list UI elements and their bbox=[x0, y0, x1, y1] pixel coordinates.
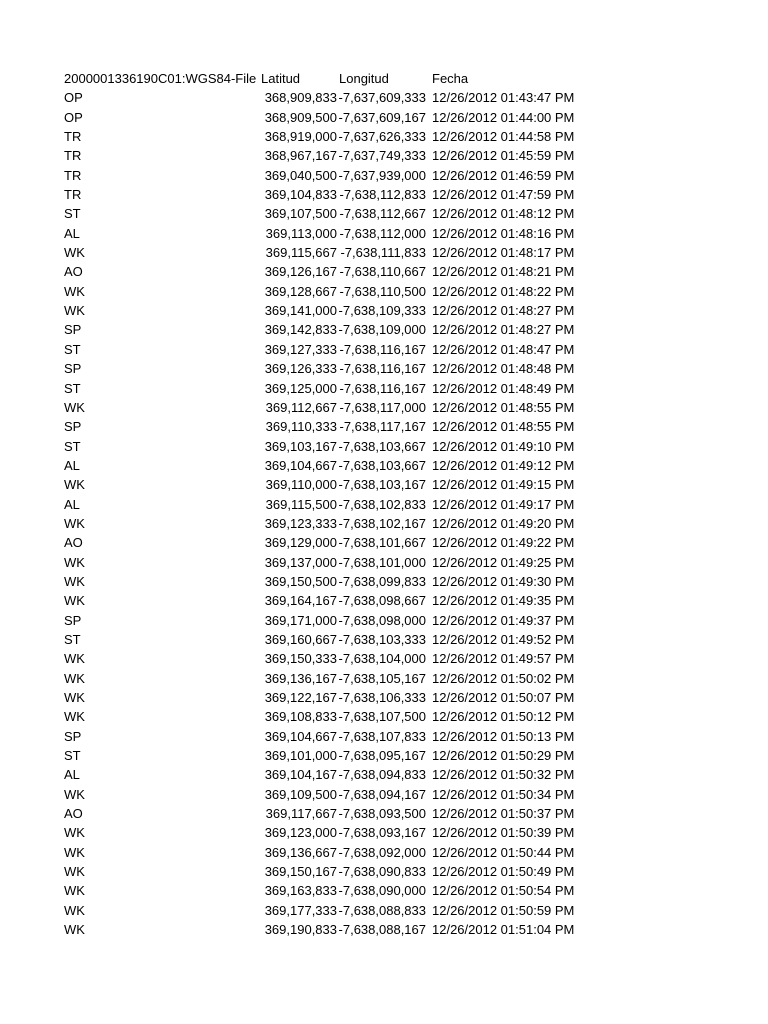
latitude-cell: 369,123,000 bbox=[264, 825, 337, 841]
longitude-column-header: Longitud bbox=[339, 71, 389, 86]
table-row bbox=[64, 572, 584, 591]
code-cell: TR bbox=[64, 167, 82, 183]
code-cell: WK bbox=[64, 670, 85, 686]
latitude-cell: 369,150,500 bbox=[264, 573, 337, 589]
date-cell: 12/26/2012 01:48:17 PM bbox=[432, 245, 575, 261]
longitude-cell: -7,638,117,167 bbox=[339, 419, 426, 435]
date-cell: 12/26/2012 01:48:16 PM bbox=[432, 225, 575, 241]
table-row bbox=[64, 417, 584, 436]
table-row bbox=[64, 398, 584, 417]
date-cell: 12/26/2012 01:44:58 PM bbox=[432, 129, 575, 145]
latitude-cell: 369,163,833 bbox=[264, 883, 337, 899]
date-cell: 12/26/2012 01:50:12 PM bbox=[432, 709, 575, 725]
date-cell: 12/26/2012 01:49:17 PM bbox=[432, 496, 575, 512]
table-row bbox=[64, 243, 584, 262]
latitude-cell: 368,919,000 bbox=[264, 129, 337, 145]
date-cell: 12/26/2012 01:50:29 PM bbox=[432, 748, 575, 764]
latitude-cell: 368,909,833 bbox=[264, 90, 337, 106]
date-cell: 12/26/2012 01:50:34 PM bbox=[432, 786, 575, 802]
latitude-cell: 369,103,167 bbox=[264, 438, 337, 454]
date-cell: 12/26/2012 01:48:12 PM bbox=[432, 206, 575, 222]
code-cell: WK bbox=[64, 651, 85, 667]
longitude-cell: -7,638,099,833 bbox=[338, 573, 426, 589]
date-cell: 12/26/2012 01:50:44 PM bbox=[432, 844, 575, 860]
latitude-column-header: Latitud bbox=[261, 71, 301, 86]
date-cell: 12/26/2012 01:49:12 PM bbox=[432, 457, 575, 473]
table-row bbox=[64, 901, 584, 920]
table-row bbox=[64, 688, 584, 707]
latitude-cell: 369,129,000 bbox=[264, 535, 337, 551]
latitude-cell: 369,122,167 bbox=[264, 690, 337, 705]
date-cell: 12/26/2012 01:50:13 PM bbox=[432, 728, 575, 744]
longitude-cell: -7,638,110,667 bbox=[339, 264, 426, 280]
table-row bbox=[64, 204, 584, 223]
longitude-cell: -7,638,104,000 bbox=[338, 651, 426, 667]
longitude-cell: -7,638,098,000 bbox=[338, 612, 426, 628]
longitude-cell: -7,638,109,333 bbox=[338, 303, 426, 319]
code-cell: WK bbox=[64, 399, 85, 415]
latitude-cell: 369,115,500 bbox=[265, 496, 337, 512]
latitude-cell: 369,109,500 bbox=[264, 786, 337, 802]
date-cell: 12/26/2012 01:49:35 PM bbox=[432, 593, 575, 609]
longitude-cell: -7,637,626,333 bbox=[338, 129, 426, 145]
date-cell: 12/26/2012 01:50:37 PM bbox=[432, 806, 575, 822]
code-cell: SP bbox=[64, 419, 82, 435]
table-row bbox=[64, 533, 584, 552]
longitude-cell: -7,638,098,667 bbox=[338, 593, 426, 609]
code-cell: WK bbox=[64, 864, 85, 880]
table-row bbox=[64, 437, 584, 456]
table-row bbox=[64, 881, 584, 900]
code-cell: SP bbox=[64, 361, 82, 377]
longitude-cell: -7,638,116,167 bbox=[339, 361, 426, 377]
date-cell: 12/26/2012 01:48:27 PM bbox=[432, 322, 575, 338]
date-cell: 12/26/2012 01:50:02 PM bbox=[432, 670, 575, 686]
date-cell: 12/26/2012 01:47:59 PM bbox=[432, 187, 575, 203]
table-row bbox=[64, 727, 584, 746]
longitude-cell: -7,638,111,833 bbox=[340, 245, 426, 261]
code-cell: WK bbox=[64, 922, 85, 938]
latitude-cell: 369,101,000 bbox=[264, 748, 337, 764]
latitude-cell: 369,108,833 bbox=[264, 709, 337, 725]
code-cell: WK bbox=[64, 883, 85, 899]
date-cell: 12/26/2012 01:49:15 PM bbox=[432, 477, 575, 493]
latitude-cell: 369,115,667 bbox=[265, 245, 337, 261]
latitude-cell: 369,150,167 bbox=[264, 864, 337, 880]
table-row bbox=[64, 340, 584, 359]
table-row bbox=[64, 359, 584, 378]
latitude-cell: 369,123,333 bbox=[264, 515, 337, 531]
table-row bbox=[64, 746, 584, 765]
latitude-cell: 368,909,500 bbox=[264, 109, 337, 125]
code-cell: SP bbox=[64, 612, 82, 628]
table-row bbox=[64, 282, 584, 301]
code-cell: WK bbox=[64, 902, 85, 918]
date-column-header: Fecha bbox=[432, 71, 469, 86]
latitude-cell: 369,107,500 bbox=[264, 206, 337, 222]
date-cell: 12/26/2012 01:49:10 PM bbox=[432, 438, 575, 454]
table-row bbox=[64, 823, 584, 842]
table-row bbox=[64, 127, 584, 146]
code-cell: ST bbox=[64, 748, 81, 764]
longitude-cell: -7,637,609,333 bbox=[338, 90, 426, 106]
latitude-cell: 369,110,333 bbox=[265, 419, 337, 435]
latitude-cell: 369,190,833 bbox=[264, 922, 337, 938]
latitude-cell: 369,104,667 bbox=[264, 457, 337, 473]
date-cell: 12/26/2012 01:49:25 PM bbox=[432, 554, 575, 570]
table-row bbox=[64, 649, 584, 668]
longitude-cell: -7,638,094,167 bbox=[338, 786, 426, 802]
table-row bbox=[64, 553, 584, 572]
code-cell: ST bbox=[64, 380, 81, 396]
latitude-cell: 369,177,333 bbox=[264, 902, 337, 918]
latitude-cell: 369,125,000 bbox=[264, 380, 337, 396]
table-row bbox=[64, 785, 584, 804]
longitude-cell: -7,638,112,000 bbox=[339, 225, 426, 241]
longitude-cell: -7,638,112,833 bbox=[339, 187, 426, 203]
table-row bbox=[64, 185, 584, 204]
longitude-cell: -7,637,939,000 bbox=[338, 167, 426, 183]
table-row bbox=[64, 146, 584, 165]
table-row bbox=[64, 611, 584, 630]
code-cell: WK bbox=[64, 283, 85, 299]
code-cell: WK bbox=[64, 573, 85, 589]
latitude-cell: 369,137,000 bbox=[264, 554, 337, 570]
longitude-cell: -7,638,092,000 bbox=[338, 844, 426, 860]
table-row bbox=[64, 765, 584, 784]
date-cell: 12/26/2012 01:49:52 PM bbox=[432, 631, 575, 647]
table-row bbox=[64, 630, 584, 649]
code-cell: WK bbox=[64, 593, 85, 609]
table-row bbox=[64, 88, 584, 107]
latitude-cell: 369,142,833 bbox=[264, 322, 337, 338]
table-row bbox=[64, 843, 584, 862]
table-body bbox=[64, 88, 584, 939]
date-cell: 12/26/2012 01:50:49 PM bbox=[432, 864, 575, 880]
longitude-cell: -7,637,749,333 bbox=[338, 148, 426, 164]
code-cell: AO bbox=[64, 806, 83, 822]
code-cell: AO bbox=[64, 264, 83, 280]
code-cell: WK bbox=[64, 786, 85, 802]
table-row bbox=[64, 514, 584, 533]
date-cell: 12/26/2012 01:50:54 PM bbox=[432, 883, 575, 899]
latitude-cell: 369,113,000 bbox=[265, 225, 337, 241]
code-cell: WK bbox=[64, 844, 85, 860]
table-row bbox=[64, 920, 584, 939]
code-cell: ST bbox=[64, 206, 81, 222]
date-cell: 12/26/2012 01:49:30 PM bbox=[432, 573, 575, 589]
date-cell: 12/26/2012 01:48:27 PM bbox=[432, 303, 575, 319]
code-cell: WK bbox=[64, 825, 85, 841]
longitude-cell: -7,638,103,667 bbox=[338, 438, 426, 454]
table-row bbox=[64, 301, 584, 320]
longitude-cell: -7,638,103,667 bbox=[338, 457, 426, 473]
longitude-cell: -7,638,107,500 bbox=[338, 709, 426, 725]
code-cell: WK bbox=[64, 303, 85, 319]
date-cell: 12/26/2012 01:50:32 PM bbox=[432, 767, 575, 783]
code-cell: ST bbox=[64, 631, 81, 647]
latitude-cell: 369,136,667 bbox=[264, 844, 337, 860]
code-cell: OP bbox=[64, 109, 83, 125]
code-cell: WK bbox=[64, 515, 85, 531]
table-row bbox=[64, 379, 584, 398]
id-column-header: 2000001336190C01:WGS84-File bbox=[64, 71, 257, 86]
latitude-cell: 369,171,000 bbox=[264, 612, 337, 628]
latitude-cell: 369,126,167 bbox=[264, 264, 337, 280]
latitude-cell: 369,127,333 bbox=[264, 341, 337, 357]
longitude-cell: -7,638,103,333 bbox=[338, 631, 426, 647]
code-cell: WK bbox=[64, 477, 85, 493]
header-row bbox=[64, 69, 584, 88]
longitude-cell: -7,638,102,167 bbox=[338, 515, 426, 531]
longitude-cell: -7,638,116,167 bbox=[339, 341, 426, 357]
date-cell: 12/26/2012 01:44:00 PM bbox=[432, 109, 575, 125]
longitude-cell: -7,638,116,167 bbox=[339, 380, 426, 396]
date-cell: 12/26/2012 01:50:39 PM bbox=[432, 825, 575, 841]
table-row bbox=[64, 669, 584, 688]
date-cell: 12/26/2012 01:48:48 PM bbox=[432, 361, 575, 377]
date-cell: 12/26/2012 01:50:59 PM bbox=[432, 902, 575, 918]
table-row bbox=[64, 224, 584, 243]
longitude-cell: -7,638,101,667 bbox=[338, 535, 426, 551]
table-row bbox=[64, 262, 584, 281]
longitude-cell: -7,638,106,333 bbox=[338, 690, 426, 705]
latitude-cell: 369,104,667 bbox=[264, 728, 337, 744]
longitude-cell: -7,638,095,167 bbox=[338, 748, 426, 764]
code-cell: AL bbox=[64, 225, 80, 241]
table-row bbox=[64, 475, 584, 494]
longitude-cell: -7,638,109,000 bbox=[338, 322, 426, 338]
date-cell: 12/26/2012 01:48:55 PM bbox=[432, 399, 575, 415]
latitude-cell: 369,040,500 bbox=[264, 167, 337, 183]
date-cell: 12/26/2012 01:48:49 PM bbox=[432, 380, 575, 396]
longitude-cell: -7,638,093,500 bbox=[338, 806, 426, 822]
date-cell: 12/26/2012 01:46:59 PM bbox=[432, 167, 575, 183]
date-cell: 12/26/2012 01:49:20 PM bbox=[432, 515, 575, 531]
date-cell: 12/26/2012 01:49:57 PM bbox=[432, 651, 575, 667]
date-cell: 12/26/2012 01:43:47 PM bbox=[432, 90, 575, 106]
code-cell: OP bbox=[64, 90, 83, 106]
longitude-cell: -7,638,090,833 bbox=[338, 864, 426, 880]
latitude-cell: 369,110,000 bbox=[265, 477, 337, 493]
date-cell: 12/26/2012 01:45:59 PM bbox=[432, 148, 575, 164]
longitude-cell: -7,637,609,167 bbox=[338, 109, 426, 125]
table-row bbox=[64, 320, 584, 339]
latitude-cell: 369,136,167 bbox=[264, 670, 337, 686]
table-row bbox=[64, 862, 584, 881]
code-cell: AO bbox=[64, 535, 83, 551]
date-cell: 12/26/2012 01:49:37 PM bbox=[432, 612, 575, 628]
latitude-cell: 369,126,333 bbox=[264, 361, 337, 377]
code-cell: WK bbox=[64, 690, 85, 705]
longitude-cell: -7,638,093,167 bbox=[338, 825, 426, 841]
code-cell: SP bbox=[64, 728, 82, 744]
code-cell: WK bbox=[64, 709, 85, 725]
latitude-cell: 368,967,167 bbox=[264, 148, 337, 164]
gps-log-table bbox=[64, 69, 584, 939]
code-cell: TR bbox=[64, 187, 82, 203]
date-cell: 12/26/2012 01:49:22 PM bbox=[432, 535, 575, 551]
code-cell: ST bbox=[64, 341, 81, 357]
code-cell: AL bbox=[64, 767, 80, 783]
table-row bbox=[64, 707, 584, 726]
latitude-cell: 369,150,333 bbox=[264, 651, 337, 667]
latitude-cell: 369,112,667 bbox=[265, 399, 337, 415]
longitude-cell: -7,638,110,500 bbox=[339, 283, 426, 299]
longitude-cell: -7,638,105,167 bbox=[338, 670, 426, 686]
longitude-cell: -7,638,103,167 bbox=[338, 477, 426, 493]
longitude-cell: -7,638,102,833 bbox=[338, 496, 426, 512]
date-cell: 12/26/2012 01:48:47 PM bbox=[432, 341, 575, 357]
latitude-cell: 369,104,167 bbox=[264, 767, 337, 783]
code-cell: TR bbox=[64, 129, 82, 145]
code-cell: ST bbox=[64, 438, 81, 454]
code-cell: WK bbox=[64, 245, 85, 261]
code-cell: WK bbox=[64, 554, 85, 570]
table-row bbox=[64, 495, 584, 514]
date-cell: 12/26/2012 01:50:07 PM bbox=[432, 690, 575, 705]
code-cell: TR bbox=[64, 148, 82, 164]
longitude-cell: -7,638,094,833 bbox=[338, 767, 426, 783]
date-cell: 12/26/2012 01:48:55 PM bbox=[432, 419, 575, 435]
latitude-cell: 369,117,667 bbox=[265, 806, 337, 822]
code-cell: AL bbox=[64, 457, 80, 473]
latitude-cell: 369,164,167 bbox=[264, 593, 337, 609]
table-row bbox=[64, 166, 584, 185]
code-cell: SP bbox=[64, 322, 82, 338]
longitude-cell: -7,638,107,833 bbox=[338, 728, 426, 744]
table-row bbox=[64, 591, 584, 610]
longitude-cell: -7,638,112,667 bbox=[339, 206, 426, 222]
table-row bbox=[64, 108, 584, 127]
date-cell: 12/26/2012 01:48:22 PM bbox=[432, 283, 575, 299]
longitude-cell: -7,638,117,000 bbox=[339, 399, 426, 415]
latitude-cell: 369,141,000 bbox=[264, 303, 337, 319]
table-row bbox=[64, 456, 584, 475]
latitude-cell: 369,160,667 bbox=[264, 631, 337, 647]
table-row bbox=[64, 804, 584, 823]
latitude-cell: 369,104,833 bbox=[264, 187, 337, 203]
code-cell: AL bbox=[64, 496, 80, 512]
longitude-cell: -7,638,101,000 bbox=[338, 554, 426, 570]
longitude-cell: -7,638,088,167 bbox=[338, 922, 426, 938]
date-cell: 12/26/2012 01:51:04 PM bbox=[432, 922, 575, 938]
latitude-cell: 369,128,667 bbox=[264, 283, 337, 299]
longitude-cell: -7,638,090,000 bbox=[338, 883, 426, 899]
date-cell: 12/26/2012 01:48:21 PM bbox=[432, 264, 575, 280]
longitude-cell: -7,638,088,833 bbox=[338, 902, 426, 918]
